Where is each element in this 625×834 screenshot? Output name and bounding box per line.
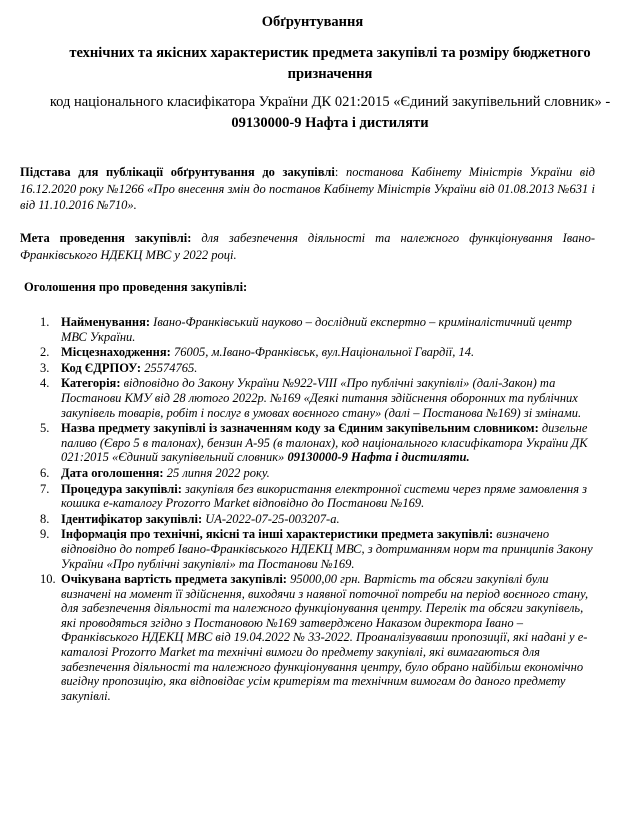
basis-label: Підстава для публікації обґрунтування до закупівлі xyxy=(20,165,335,179)
item-text: закупівля без використання електронної системи через пряме замовлення з кошика е-каталогу Prozorro Market відповідно до Постанови №169. xyxy=(61,481,588,511)
list-item xyxy=(24,421,596,465)
list-item xyxy=(24,345,596,360)
item-text: 76005, м.Івано-Франківськ, вул.Національної Гвардії, 14. xyxy=(173,345,475,360)
item-number: 1. xyxy=(40,315,50,329)
item-text: Івано-Франківський науково – дослідний експертно – криміналістичний центр МВС України. xyxy=(61,315,572,344)
list-item xyxy=(24,572,596,703)
item-number: 7. xyxy=(40,481,50,496)
item-label: Очікувана вартість предмета закупівлі: xyxy=(61,572,287,587)
list-item xyxy=(24,466,596,481)
document-subtitle: технічних та якісних характеристик предмета закупівлі та розміру бюджетного призначення xyxy=(69,45,591,82)
item-label: Місцезнаходження: xyxy=(61,345,171,360)
document-title: Обґрунтування xyxy=(261,14,364,30)
item-label: Процедура закупівлі: xyxy=(61,481,182,496)
announcement-list xyxy=(24,315,596,704)
item-number: 2. xyxy=(40,345,50,360)
item-text: 25 липня 2022 року. xyxy=(166,465,270,480)
item-number: 8. xyxy=(40,511,50,526)
classifier-code-prefix: код національного класифікатора України ДК 021:2015 «Єдиний закупівельний словник» - xyxy=(49,94,611,110)
item-text: відповідно до Закону України №922-VIII «Про публічні закупівлі» (далі-Закон) та Постанови КМУ від 28 лютого 2022р. №169 «Деякі питання здійснення оборонних та публічних закупівель товарів, робіт і послуг в умовах воєнного стану» (далі – Постанова №169) зі змінами. xyxy=(61,376,582,420)
item-text-bold: 09130000-9 Нафта і дистиляти. xyxy=(287,450,470,465)
basis-text: постанова Кабінету Міністрів України від 16.12.2020 року №1266 «Про внесення змін до постанов Кабінету Міністрів України від 01.08.2013 №631 і від 11.10.2016 №710». xyxy=(20,165,595,212)
purpose-label: Мета проведення закупівлі: xyxy=(20,231,192,245)
item-number: 3. xyxy=(40,360,50,375)
item-text: 95000,00 грн. Вартість та обсяги закупівлі були визначені на момент її здійснення, виходячи з наявної поточної потреби на період воєнного стану, для забезпечення діяльності та належного функціонування центру. Перелік та обсяги закупівель, які проводяться згідно з Постановою №169 затверджено Наказом директора Івано – Франківського НДЕКЦ МВС від 19.04.2022 № 33-2022. Проаналізувавши пропозиції, які надані у е-каталозі Prozorro Market та технічні вимоги до предмету закупівлі, які вимагаються для забезпечення діяльності та належного функціонування центру, було обрано найбільш економічно вигідну пропозицію, яка відповідає усім критеріям та технічним вимогам до даного предмету закупівлі. xyxy=(61,572,589,703)
item-number: 9. xyxy=(40,527,50,542)
item-label: Назва предмету закупівлі із зазначенням коду за Єдиним закупівельним словником: xyxy=(61,421,539,436)
item-label: Категорія: xyxy=(61,376,121,391)
item-number: 5. xyxy=(40,421,50,436)
item-text: 25574765. xyxy=(144,360,198,375)
list-item xyxy=(24,315,596,344)
list-item xyxy=(24,361,596,376)
item-text: визначено відповідно до потреб Івано-Франківського НДЕКЦ МВС, з дотриманням норм та принципів Закону України «Про публічні закупівлі» та Постанови №169. xyxy=(61,527,593,571)
classifier-code-line xyxy=(40,92,620,134)
item-number: 6. xyxy=(40,465,50,480)
purpose-text: для забезпечення діяльності та належного функціонування Івано-Франківського НДЕКЦ МВС у 2022 році. xyxy=(20,231,595,262)
basis-paragraph xyxy=(20,164,595,214)
purpose-paragraph xyxy=(20,230,595,263)
item-label: Найменування: xyxy=(61,315,151,329)
list-item xyxy=(24,376,596,420)
list-item xyxy=(24,482,596,511)
item-text: дизельне паливо (Євро 5 в талонах), бензин А-95 (в талонах), код національного класифікатора України ДК 021:2015 «Єдиний закупівельний словник» xyxy=(61,421,588,465)
classifier-code-value: 09130000-9 Нафта і дистиляти xyxy=(231,115,429,131)
item-number: 4. xyxy=(40,376,50,391)
item-text: UA-2022-07-25-003207-a. xyxy=(205,511,340,526)
item-label: Дата оголошення: xyxy=(61,465,164,480)
item-label: Код ЄДРПОУ: xyxy=(61,360,142,375)
basis-sep: : xyxy=(334,165,339,179)
item-number: 10. xyxy=(40,572,56,587)
list-item xyxy=(24,512,596,527)
list-item xyxy=(24,527,596,571)
item-label: Інформація про технічні, якісні та інші характеристики предмета закупівлі: xyxy=(61,527,494,542)
announcement-heading: Оголошення про проведення закупівлі: xyxy=(24,280,248,294)
item-label: Ідентифікатор закупівлі: xyxy=(61,511,203,526)
